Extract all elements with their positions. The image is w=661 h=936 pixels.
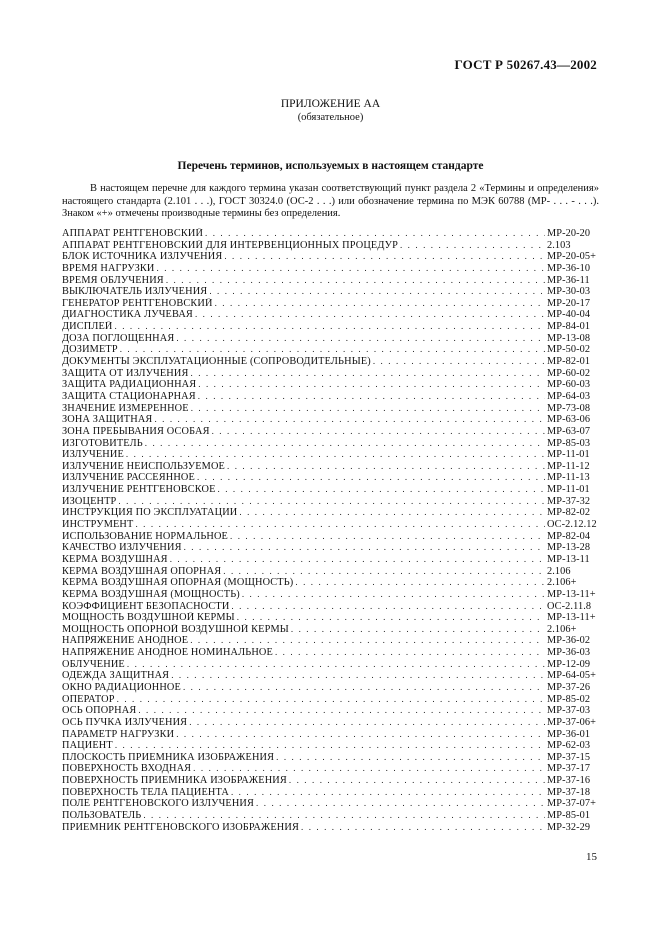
dot-leader bbox=[176, 729, 545, 741]
dot-leader bbox=[197, 472, 545, 484]
dot-leader bbox=[145, 438, 545, 450]
term-name: ДОКУМЕНТЫ ЭКСПЛУАТАЦИОННЫЕ (СОПРОВОДИТЕЛЬНЫЕ) bbox=[62, 356, 371, 368]
dot-leader bbox=[143, 810, 545, 822]
dot-leader bbox=[218, 484, 545, 496]
dot-leader bbox=[117, 694, 545, 706]
term-code: МР-20-17 bbox=[547, 297, 591, 309]
dot-leader bbox=[373, 356, 545, 368]
dot-leader bbox=[115, 740, 545, 752]
dot-leader bbox=[198, 391, 545, 403]
term-name: НАПРЯЖЕНИЕ АНОДНОЕ НОМИНАЛЬНОЕ bbox=[62, 647, 273, 659]
dot-leader bbox=[231, 787, 545, 799]
term-row bbox=[62, 309, 599, 321]
term-row bbox=[62, 484, 599, 496]
dot-leader bbox=[242, 589, 545, 601]
term-name: ИНСТРУКЦИЯ ПО ЭКСПЛУАТАЦИИ bbox=[62, 507, 238, 519]
term-row bbox=[62, 740, 599, 752]
term-name: ДОЗА ПОГЛОЩЕННАЯ bbox=[62, 332, 175, 344]
dot-leader bbox=[275, 647, 545, 659]
term-row bbox=[62, 624, 599, 636]
term-row bbox=[62, 507, 599, 519]
term-code: МР-37-15 bbox=[547, 751, 591, 763]
term-code: 2.106 bbox=[547, 565, 571, 577]
terms-list bbox=[62, 228, 599, 833]
term-row bbox=[62, 519, 599, 531]
term-name: ПОВЕРХНОСТЬ ПРИЕМНИКА ИЗОБРАЖЕНИЯ bbox=[62, 775, 287, 787]
term-code: МР-37-03 bbox=[547, 705, 591, 717]
term-row bbox=[62, 729, 599, 741]
term-name: ЗНАЧЕНИЕ ИЗМЕРЕННОЕ bbox=[62, 402, 189, 414]
term-code: МР-13-11+ bbox=[547, 588, 596, 600]
dot-leader bbox=[191, 368, 546, 380]
dot-leader bbox=[291, 624, 545, 636]
term-row bbox=[62, 531, 599, 543]
term-name: ЗОНА ЗАЩИТНАЯ bbox=[62, 414, 153, 426]
term-code: МР-20-20 bbox=[547, 228, 591, 239]
term-code: МР-84-01 bbox=[547, 321, 591, 333]
term-code: МР-11-01 bbox=[547, 449, 590, 461]
term-row bbox=[62, 752, 599, 764]
term-code: МР-36-10 bbox=[547, 262, 591, 274]
term-row bbox=[62, 659, 599, 671]
term-code: МР-63-06 bbox=[547, 414, 591, 426]
term-name: ОСЬ ПУЧКА ИЗЛУЧЕНИЯ bbox=[62, 716, 188, 728]
term-row bbox=[62, 379, 599, 391]
term-row bbox=[62, 263, 599, 275]
dot-leader bbox=[295, 577, 545, 589]
term-name: ИЗГОТОВИТЕЛЬ bbox=[62, 437, 143, 449]
term-name: ЗОНА ПРЕБЫВАНИЯ ОСОБАЯ bbox=[62, 425, 210, 437]
term-code: МР-13-28 bbox=[547, 542, 591, 554]
term-code: МР-13-11+ bbox=[547, 612, 596, 624]
dot-leader bbox=[195, 309, 545, 321]
dot-leader bbox=[166, 275, 545, 287]
term-code: МР-13-11 bbox=[547, 553, 590, 565]
term-code: 2.103 bbox=[547, 239, 571, 251]
term-row bbox=[62, 414, 599, 426]
term-name: ПОВЕРХНОСТЬ ВХОДНАЯ bbox=[62, 763, 192, 775]
term-code: МР-37-18 bbox=[547, 786, 591, 798]
term-name: ВРЕМЯ НАГРУЗКИ bbox=[62, 262, 155, 274]
term-code: МР-62-03 bbox=[547, 740, 591, 752]
term-code: МР-36-01 bbox=[547, 728, 591, 740]
term-row bbox=[62, 472, 599, 484]
term-code: МР-36-02 bbox=[547, 635, 591, 647]
term-name: ДОЗИМЕТР bbox=[62, 344, 118, 356]
term-code: МР-37-17 bbox=[547, 763, 591, 775]
term-name: ИСПОЛЬЗОВАНИЕ НОРМАЛЬНОЕ bbox=[62, 530, 229, 542]
term-code: МР-37-32 bbox=[547, 495, 591, 507]
appendix-heading bbox=[0, 98, 661, 124]
dot-leader bbox=[205, 228, 545, 240]
term-row bbox=[62, 228, 599, 240]
term-code: МР-37-26 bbox=[547, 681, 591, 693]
term-code: МР-36-03 bbox=[547, 647, 591, 659]
dot-leader bbox=[301, 822, 545, 834]
dot-leader bbox=[135, 519, 545, 531]
term-name: КЕРМА ВОЗДУШНАЯ bbox=[62, 553, 168, 565]
term-row bbox=[62, 391, 599, 403]
term-name: КАЧЕСТВО ИЗЛУЧЕНИЯ bbox=[62, 542, 182, 554]
term-name: ПОВЕРХНОСТЬ ТЕЛА ПАЦИЕНТА bbox=[62, 786, 229, 798]
term-row bbox=[62, 566, 599, 578]
term-row bbox=[62, 589, 599, 601]
dot-leader bbox=[212, 426, 545, 438]
dot-leader bbox=[227, 461, 545, 473]
term-row bbox=[62, 496, 599, 508]
term-code: ОС-2.11.8 bbox=[547, 600, 592, 612]
dot-leader bbox=[154, 414, 545, 426]
term-name: БЛОК ИСТОЧНИКА ИЗЛУЧЕНИЯ bbox=[62, 251, 223, 263]
term-name: КЕРМА ВОЗДУШНАЯ ОПОРНАЯ bbox=[62, 565, 222, 577]
term-name: ДИСПЛЕЙ bbox=[62, 321, 113, 333]
term-name: КОЭФФИЦИЕНТ БЕЗОПАСНОСТИ bbox=[62, 600, 230, 612]
term-code: МР-37-06+ bbox=[547, 716, 597, 728]
term-name: ДИАГНОСТИКА ЛУЧЕВАЯ bbox=[62, 309, 193, 321]
dot-leader bbox=[170, 554, 545, 566]
dot-leader bbox=[191, 403, 545, 415]
term-code: МР-82-04 bbox=[547, 530, 591, 542]
term-name: ЗАЩИТА СТАЦИОНАРНАЯ bbox=[62, 390, 196, 402]
term-row bbox=[62, 705, 599, 717]
term-name: ОПЕРАТОР bbox=[62, 693, 115, 705]
term-row bbox=[62, 251, 599, 263]
term-code: МР-30-03 bbox=[547, 286, 591, 298]
term-code: МР-82-02 bbox=[547, 507, 591, 519]
term-code: 2.106+ bbox=[547, 623, 577, 635]
dot-leader bbox=[256, 798, 545, 810]
term-name: ИЗЛУЧЕНИЕ bbox=[62, 449, 124, 461]
term-row bbox=[62, 298, 599, 310]
dot-leader bbox=[400, 240, 545, 252]
term-code: МР-60-03 bbox=[547, 379, 591, 391]
term-name: ПАЦИЕНТ bbox=[62, 740, 113, 752]
appendix-subtitle: (обязательное) bbox=[297, 112, 364, 123]
term-code: МР-63-07 bbox=[547, 425, 591, 437]
standard-header: ГОСТ Р 50267.43—2002 bbox=[454, 57, 597, 72]
term-name: ОКНО РАДИАЦИОННОЕ bbox=[62, 681, 181, 693]
dot-leader bbox=[209, 286, 545, 298]
term-row bbox=[62, 426, 599, 438]
dot-leader bbox=[231, 601, 545, 613]
term-name: ОБЛУЧЕНИЕ bbox=[62, 658, 125, 670]
term-code: МР-13-08 bbox=[547, 332, 591, 344]
term-code: МР-40-04 bbox=[547, 309, 591, 321]
term-row bbox=[62, 694, 599, 706]
term-code: МР-82-01 bbox=[547, 356, 591, 368]
term-row bbox=[62, 438, 599, 450]
term-row bbox=[62, 240, 599, 252]
dot-leader bbox=[184, 542, 545, 554]
intro-paragraph: В настоящем перечне для каждого термина указан соответствующий пункт раздела 2 «Термины и определения» настоящего стандарта (2.101 . . .), ГОСТ 30324.0 (ОС-2 . . .) или обозначение термина по МЭК 60788 (МР- . . . - . . .). Знаком «+» отмечены производные термины без определения. bbox=[62, 183, 599, 220]
appendix-title: ПРИЛОЖЕНИЕ АА bbox=[280, 98, 381, 110]
term-name: ГЕНЕРАТОР РЕНТГЕНОВСКИЙ bbox=[62, 297, 213, 309]
term-row bbox=[62, 286, 599, 298]
term-row bbox=[62, 635, 599, 647]
term-name: КЕРМА ВОЗДУШНАЯ (МОЩНОСТЬ) bbox=[62, 588, 240, 600]
dot-leader bbox=[289, 775, 545, 787]
term-row bbox=[62, 356, 599, 368]
term-row bbox=[62, 798, 599, 810]
page-number: 15 bbox=[586, 851, 597, 863]
term-row bbox=[62, 403, 599, 415]
dot-leader bbox=[193, 763, 545, 775]
term-row bbox=[62, 333, 599, 345]
dot-leader bbox=[176, 333, 545, 345]
dot-leader bbox=[120, 344, 545, 356]
term-row bbox=[62, 368, 599, 380]
dot-leader bbox=[171, 670, 545, 682]
term-code: МР-50-02 bbox=[547, 344, 591, 356]
dot-leader bbox=[115, 321, 545, 333]
term-code: МР-11-01 bbox=[547, 484, 590, 496]
term-code: МР-20-05+ bbox=[547, 251, 597, 263]
term-name: ЗАЩИТА РАДИАЦИОННАЯ bbox=[62, 379, 197, 391]
term-row bbox=[62, 763, 599, 775]
term-row bbox=[62, 344, 599, 356]
term-code: МР-85-03 bbox=[547, 437, 591, 449]
term-code: МР-11-13 bbox=[547, 472, 590, 484]
term-name: ПРИЕМНИК РЕНТГЕНОВСКОГО ИЗОБРАЖЕНИЯ bbox=[62, 821, 299, 833]
term-row bbox=[62, 542, 599, 554]
term-code: МР-64-03 bbox=[547, 390, 591, 402]
term-row bbox=[62, 461, 599, 473]
term-row bbox=[62, 775, 599, 787]
term-row bbox=[62, 612, 599, 624]
term-name: ОСЬ ОПОРНАЯ bbox=[62, 705, 137, 717]
term-name: ПЛОСКОСТЬ ПРИЕМНИКА ИЗОБРАЖЕНИЯ bbox=[62, 751, 275, 763]
term-code: МР-85-01 bbox=[547, 810, 591, 822]
dot-leader bbox=[126, 449, 545, 461]
dot-leader bbox=[198, 379, 545, 391]
dot-leader bbox=[190, 635, 545, 647]
term-code: МР-37-16 bbox=[547, 775, 591, 787]
term-row bbox=[62, 647, 599, 659]
term-name: ПОЛЬЗОВАТЕЛЬ bbox=[62, 810, 142, 822]
term-name: ЗАЩИТА ОТ ИЗЛУЧЕНИЯ bbox=[62, 367, 189, 379]
term-code: МР-85-02 bbox=[547, 693, 591, 705]
term-name: ПАРАМЕТР НАГРУЗКИ bbox=[62, 728, 175, 740]
term-name: ИЗЛУЧЕНИЕ РАССЕЯННОЕ bbox=[62, 472, 195, 484]
term-name: АППАРАТ РЕНТГЕНОВСКИЙ ДЛЯ ИНТЕРВЕНЦИОННЫХ ПРОЦЕДУР bbox=[62, 239, 398, 251]
dot-leader bbox=[157, 263, 546, 275]
term-code: 2.106+ bbox=[547, 577, 577, 589]
term-name: МОЩНОСТЬ ВОЗДУШНОЙ КЕРМЫ bbox=[62, 612, 235, 624]
term-name: ОДЕЖДА ЗАЩИТНАЯ bbox=[62, 670, 170, 682]
term-code: МР-11-12 bbox=[547, 460, 590, 472]
term-name: ВЫКЛЮЧАТЕЛЬ ИЗЛУЧЕНИЯ bbox=[62, 286, 208, 298]
term-row bbox=[62, 682, 599, 694]
term-row bbox=[62, 554, 599, 566]
term-code: МР-37-07+ bbox=[547, 798, 597, 810]
term-name: ИНСТРУМЕНТ bbox=[62, 519, 134, 531]
term-name: ИЗЛУЧЕНИЕ РЕНТГЕНОВСКОЕ bbox=[62, 484, 216, 496]
term-name: НАПРЯЖЕНИЕ АНОДНОЕ bbox=[62, 635, 189, 647]
dot-leader bbox=[138, 705, 545, 717]
term-code: МР-12-09 bbox=[547, 658, 591, 670]
list-title: Перечень терминов, используемых в настоящем стандарте bbox=[177, 160, 484, 172]
term-code: МР-32-29 bbox=[547, 821, 591, 833]
term-code: МР-36-11 bbox=[547, 274, 590, 286]
term-name: ИЗЛУЧЕНИЕ НЕИСПОЛЬЗУЕМОЕ bbox=[62, 460, 225, 472]
term-row bbox=[62, 717, 599, 729]
term-row bbox=[62, 601, 599, 613]
dot-leader bbox=[230, 531, 545, 543]
term-name: ИЗОЦЕНТР bbox=[62, 495, 117, 507]
term-name: ВРЕМЯ ОБЛУЧЕНИЯ bbox=[62, 274, 164, 286]
term-row bbox=[62, 449, 599, 461]
dot-leader bbox=[118, 496, 545, 508]
dot-leader bbox=[183, 682, 545, 694]
dot-leader bbox=[189, 717, 545, 729]
term-row bbox=[62, 321, 599, 333]
term-row bbox=[62, 810, 599, 822]
term-code: МР-64-05+ bbox=[547, 670, 597, 682]
dot-leader bbox=[127, 659, 545, 671]
dot-leader bbox=[276, 752, 545, 764]
term-row bbox=[62, 670, 599, 682]
term-name: МОЩНОСТЬ ОПОРНОЙ ВОЗДУШНОЙ КЕРМЫ bbox=[62, 623, 289, 635]
term-row bbox=[62, 577, 599, 589]
term-name: АППАРАТ РЕНТГЕНОВСКИЙ bbox=[62, 228, 204, 239]
dot-leader bbox=[239, 507, 545, 519]
term-code: МР-60-02 bbox=[547, 367, 591, 379]
term-code: ОС-2.12.12 bbox=[547, 519, 597, 531]
dot-leader bbox=[223, 566, 545, 578]
term-row bbox=[62, 275, 599, 287]
dot-leader bbox=[237, 612, 545, 624]
term-code: МР-73-08 bbox=[547, 402, 591, 414]
dot-leader bbox=[224, 251, 545, 263]
dot-leader bbox=[215, 298, 545, 310]
term-name: ПОЛЕ РЕНТГЕНОВСКОГО ИЗЛУЧЕНИЯ bbox=[62, 798, 255, 810]
term-row bbox=[62, 787, 599, 799]
term-name: КЕРМА ВОЗДУШНАЯ ОПОРНАЯ (МОЩНОСТЬ) bbox=[62, 577, 294, 589]
term-row bbox=[62, 822, 599, 834]
